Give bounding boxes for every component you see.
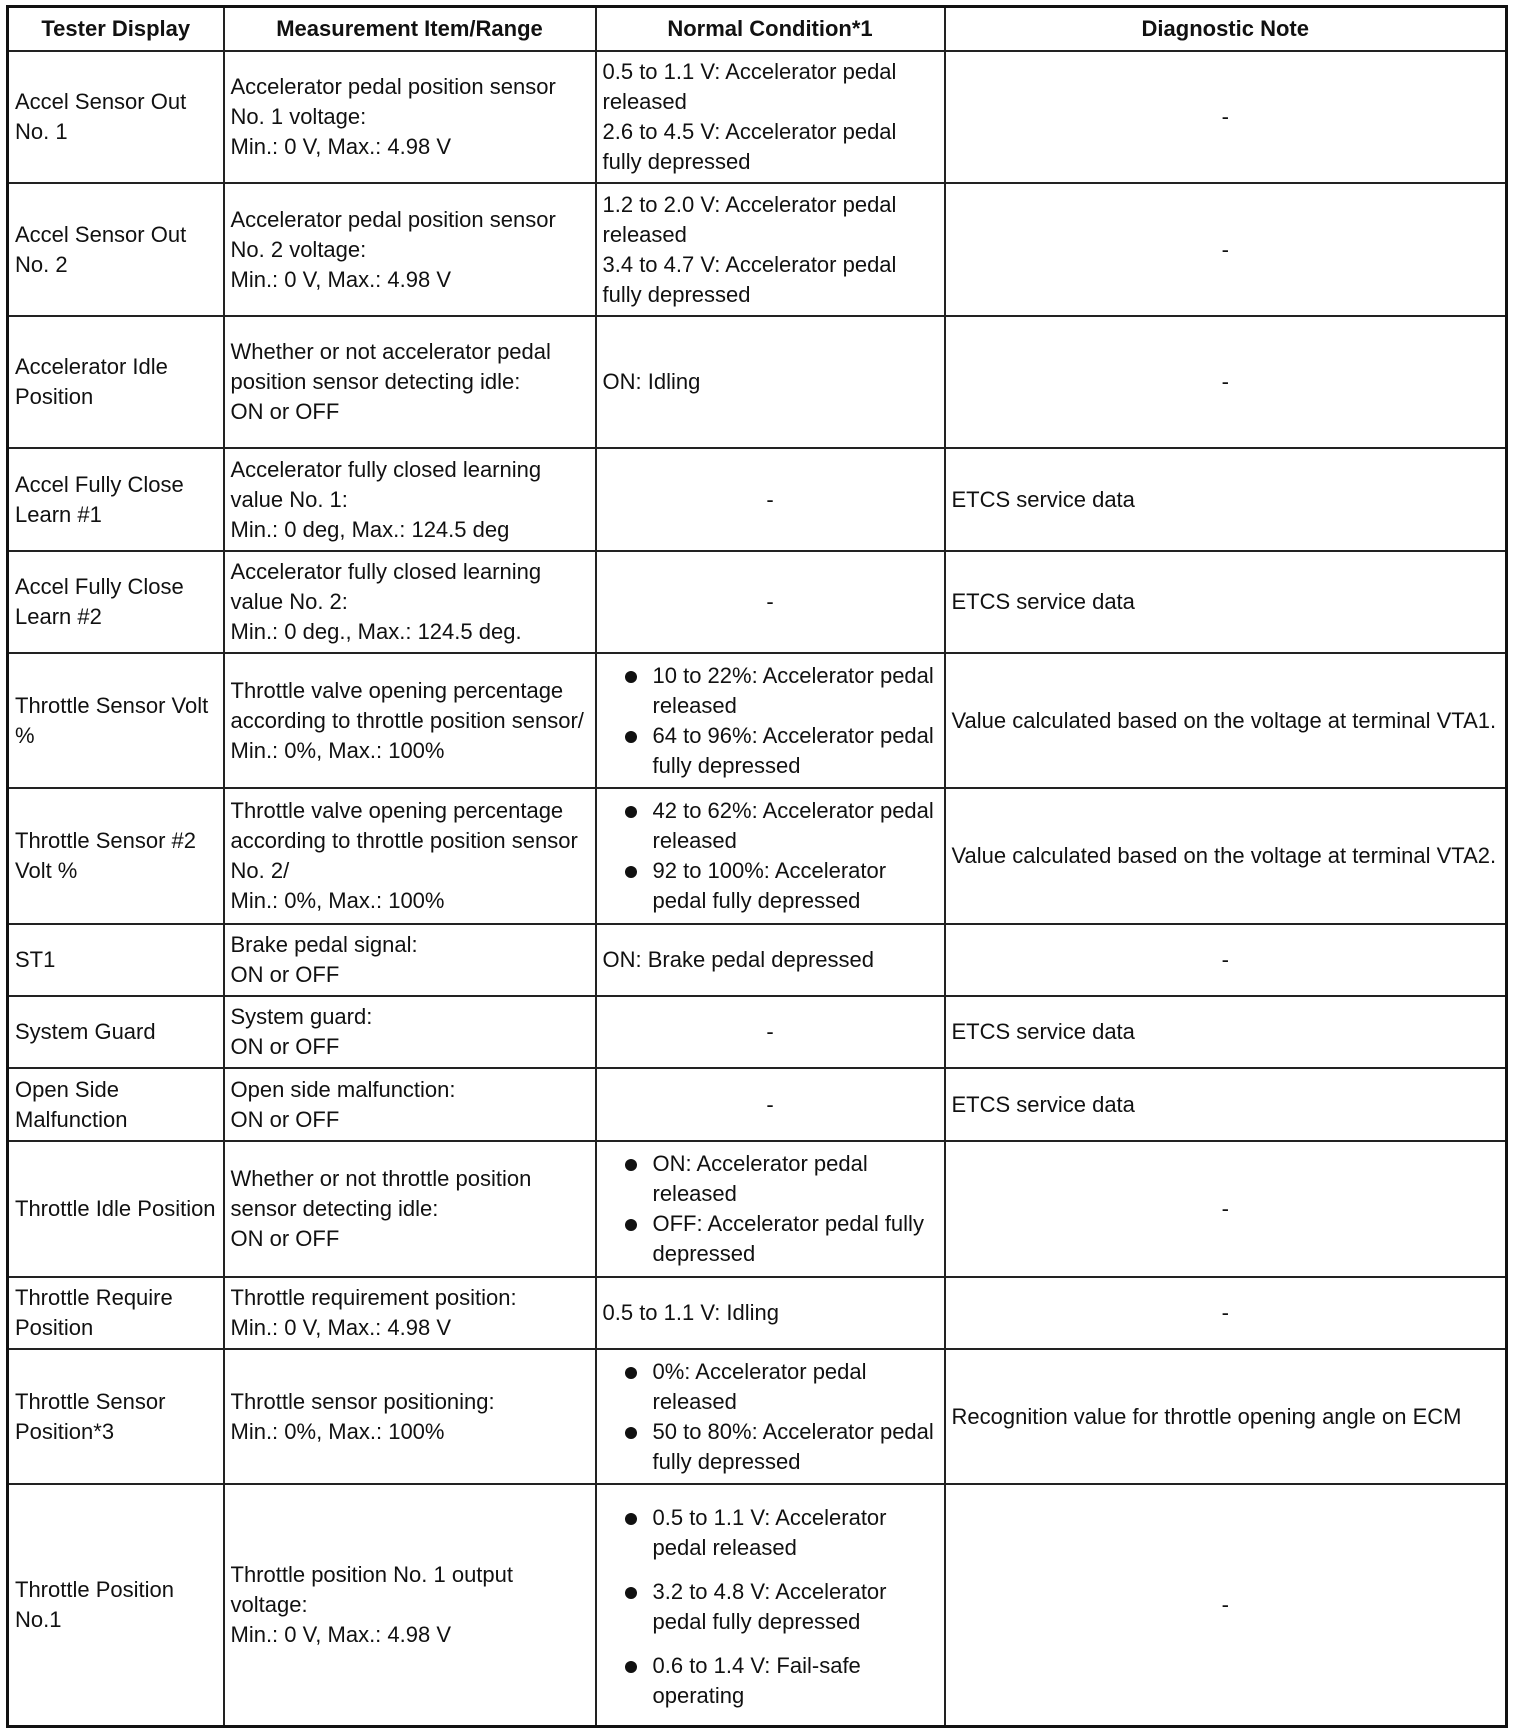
normal-condition-bullet: ON: Accelerator pedal released — [623, 1149, 938, 1209]
diagnostic-note-cell: Recognition value for throttle opening angle on ECM — [945, 1349, 1507, 1484]
diagnostic-note-cell: - — [945, 316, 1507, 448]
measurement-item-cell: Throttle position No. 1 output voltage: Min.: 0 V, Max.: 4.98 V — [224, 1484, 596, 1726]
measurement-item-cell: Accelerator pedal position sensor No. 2 voltage: Min.: 0 V, Max.: 4.98 V — [224, 183, 596, 316]
table-row — [8, 1277, 1507, 1349]
table-row — [8, 51, 1507, 183]
table-row — [8, 788, 1507, 924]
table-row — [8, 551, 1507, 653]
tester-display-cell: Accel Sensor Out No. 2 — [8, 183, 224, 316]
measurement-item-cell: Throttle valve opening percentage according to throttle position sensor/ Min.: 0%, Max.: 100% — [224, 653, 596, 788]
measurement-item-cell: Whether or not throttle position sensor detecting idle: ON or OFF — [224, 1141, 596, 1277]
normal-condition-cell — [596, 1349, 945, 1484]
header-measurement-item: Measurement Item/Range — [224, 7, 596, 52]
normal-condition-bullet: 64 to 96%: Accelerator pedal fully depressed — [623, 721, 938, 781]
normal-condition-bullet: 3.2 to 4.8 V: Accelerator pedal fully depressed — [623, 1577, 938, 1637]
measurement-item-cell: Accelerator pedal position sensor No. 1 voltage: Min.: 0 V, Max.: 4.98 V — [224, 51, 596, 183]
tester-display-cell: Accel Fully Close Learn #2 — [8, 551, 224, 653]
normal-condition-cell — [596, 1141, 945, 1277]
measurement-item-cell: Throttle requirement position: Min.: 0 V, Max.: 4.98 V — [224, 1277, 596, 1349]
normal-condition-cell: 0.5 to 1.1 V: Accelerator pedal released 2.6 to 4.5 V: Accelerator pedal fully depressed — [596, 51, 945, 183]
normal-condition-cell — [596, 788, 945, 924]
normal-condition-bullet: 0%: Accelerator pedal released — [623, 1357, 938, 1417]
normal-condition-bullet: 42 to 62%: Accelerator pedal released — [623, 796, 938, 856]
tester-display-cell: Throttle Sensor Position*3 — [8, 1349, 224, 1484]
header-row — [8, 7, 1507, 52]
normal-condition-cell: - — [596, 551, 945, 653]
measurement-item-cell: Brake pedal signal: ON or OFF — [224, 924, 596, 996]
normal-condition-bullet: 50 to 80%: Accelerator pedal fully depressed — [623, 1417, 938, 1477]
measurement-item-cell: System guard: ON or OFF — [224, 996, 596, 1068]
tester-display-cell: Open Side Malfunction — [8, 1068, 224, 1141]
normal-condition-cell — [596, 1484, 945, 1726]
tester-display-cell: Accelerator Idle Position — [8, 316, 224, 448]
table-row — [8, 996, 1507, 1068]
measurement-item-cell: Open side malfunction: ON or OFF — [224, 1068, 596, 1141]
measurement-item-cell: Whether or not accelerator pedal position sensor detecting idle: ON or OFF — [224, 316, 596, 448]
normal-condition-cell: 0.5 to 1.1 V: Idling — [596, 1277, 945, 1349]
diagnostic-note-cell: ETCS service data — [945, 448, 1507, 551]
normal-condition-cell: ON: Brake pedal depressed — [596, 924, 945, 996]
table-row — [8, 1484, 1507, 1726]
table-row — [8, 1068, 1507, 1141]
normal-condition-bullet: 0.6 to 1.4 V: Fail-safe operating — [623, 1651, 938, 1711]
normal-condition-bullet: OFF: Accelerator pedal fully depressed — [623, 1209, 938, 1269]
header-normal-condition: Normal Condition*1 — [596, 7, 945, 52]
data-list-table — [6, 5, 1508, 1728]
header-tester-display: Tester Display — [8, 7, 224, 52]
normal-condition-cell: ON: Idling — [596, 316, 945, 448]
tester-display-cell: Throttle Require Position — [8, 1277, 224, 1349]
diagnostic-note-cell: - — [945, 183, 1507, 316]
normal-condition-bullet: 92 to 100%: Accelerator pedal fully depressed — [623, 856, 938, 916]
diagnostic-note-cell: ETCS service data — [945, 1068, 1507, 1141]
diagnostic-note-cell: ETCS service data — [945, 551, 1507, 653]
normal-condition-bullet: 0.5 to 1.1 V: Accelerator pedal released — [623, 1503, 938, 1563]
table-row — [8, 1141, 1507, 1277]
tester-display-cell: System Guard — [8, 996, 224, 1068]
tester-display-cell: Throttle Idle Position — [8, 1141, 224, 1277]
measurement-item-cell: Accelerator fully closed learning value No. 1: Min.: 0 deg, Max.: 124.5 deg — [224, 448, 596, 551]
normal-condition-cell — [596, 653, 945, 788]
measurement-item-cell: Accelerator fully closed learning value No. 2: Min.: 0 deg., Max.: 124.5 deg. — [224, 551, 596, 653]
table-row — [8, 653, 1507, 788]
table-row — [8, 924, 1507, 996]
diagnostic-note-cell: - — [945, 1277, 1507, 1349]
table-row — [8, 448, 1507, 551]
tester-display-cell: Throttle Sensor #2 Volt % — [8, 788, 224, 924]
normal-condition-cell: - — [596, 996, 945, 1068]
table-row — [8, 1349, 1507, 1484]
diagnostic-note-cell: - — [945, 924, 1507, 996]
tester-display-cell: ST1 — [8, 924, 224, 996]
normal-condition-cell: 1.2 to 2.0 V: Accelerator pedal released 3.4 to 4.7 V: Accelerator pedal fully depressed — [596, 183, 945, 316]
diagnostic-note-cell: - — [945, 1484, 1507, 1726]
normal-condition-cell: - — [596, 1068, 945, 1141]
normal-condition-bullet: 10 to 22%: Accelerator pedal released — [623, 661, 938, 721]
measurement-item-cell: Throttle valve opening percentage according to throttle position sensor No. 2/ Min.: 0%, Max.: 100% — [224, 788, 596, 924]
tester-display-cell: Accel Sensor Out No. 1 — [8, 51, 224, 183]
tester-display-cell: Throttle Sensor Volt % — [8, 653, 224, 788]
measurement-item-cell: Throttle sensor positioning: Min.: 0%, Max.: 100% — [224, 1349, 596, 1484]
diagnostic-note-cell: - — [945, 1141, 1507, 1277]
table-row — [8, 316, 1507, 448]
table-row — [8, 183, 1507, 316]
diagnostic-note-cell: - — [945, 51, 1507, 183]
diagnostic-note-cell: ETCS service data — [945, 996, 1507, 1068]
diagnostic-note-cell: Value calculated based on the voltage at terminal VTA2. — [945, 788, 1507, 924]
header-diagnostic-note: Diagnostic Note — [945, 7, 1507, 52]
tester-display-cell: Accel Fully Close Learn #1 — [8, 448, 224, 551]
diagnostic-note-cell: Value calculated based on the voltage at terminal VTA1. — [945, 653, 1507, 788]
normal-condition-cell: - — [596, 448, 945, 551]
tester-display-cell: Throttle Position No.1 — [8, 1484, 224, 1726]
